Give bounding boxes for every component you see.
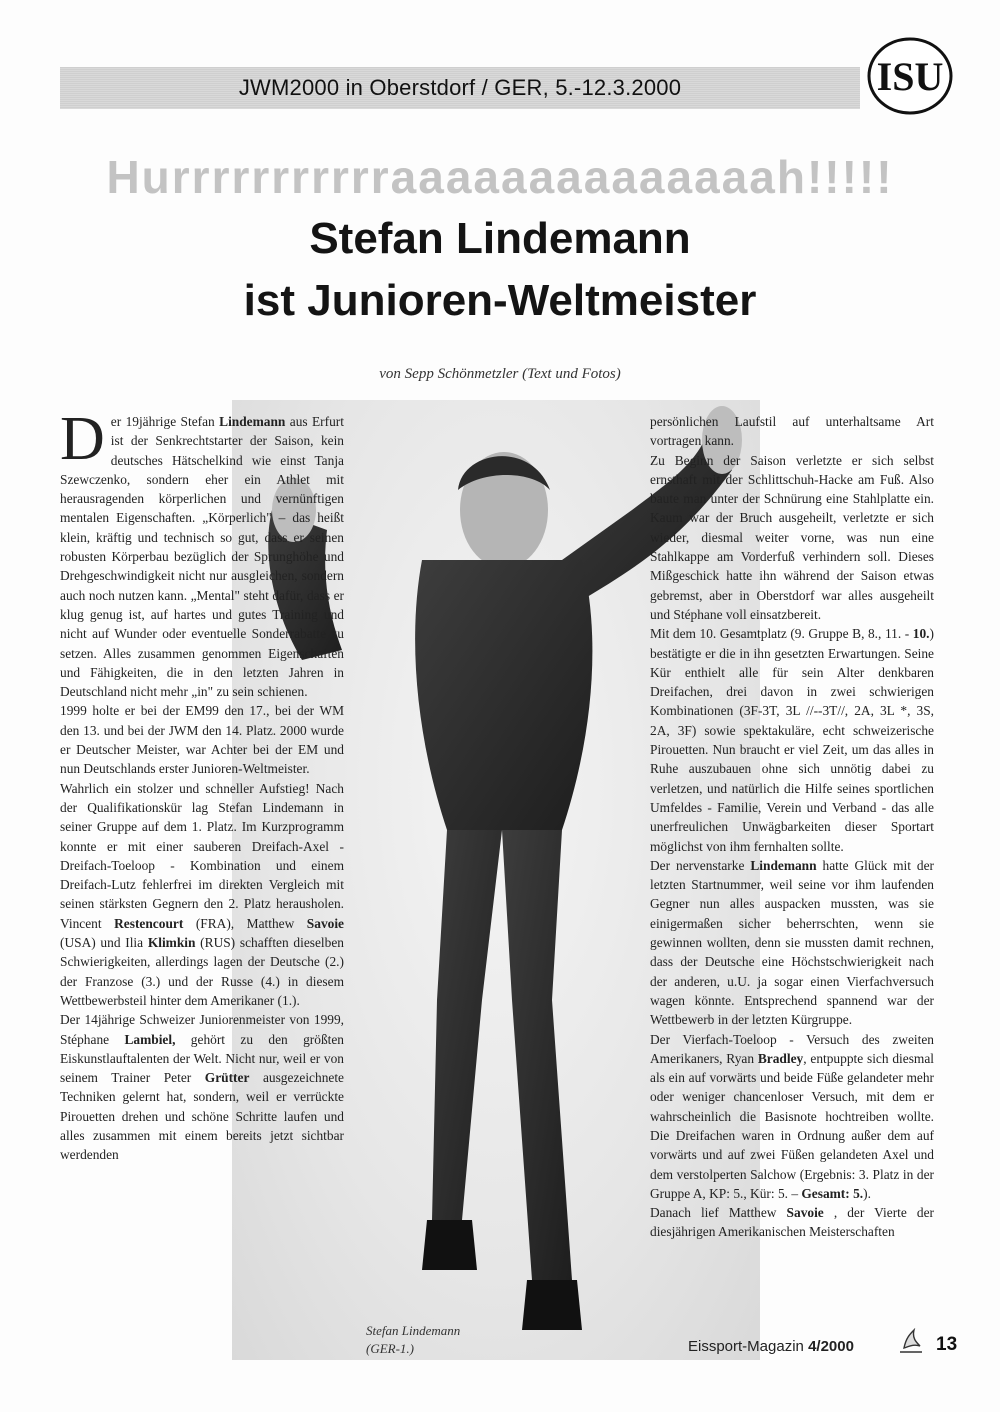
- article-column-left: Der 19jährige Stefan Lindemann aus Erfurt ist der Senkrechtstarter der Saison, kein deutsches Hätschelkind wie einst Tanja Szewczenko, sondern eher ein Athlet mit herausragenden körperlichen und vernünftigen mentalen Eigenschaften. „Körperlich" – das heißt klein, kräftig und technisch so gut, dass er seinen robusten Körperbau bezüglich der Sprunghöhe und Drehgeschwindigkeit nicht nur ausgleichen, sondern auch noch nutzen kann. „Mental" steht dafür, dass er klug genug ist, auf hartes und gutes Training und nicht auf Wunder oder eventuelle Sonderrabatte zu setzen. Alles zusammen genommen Eigenschaften und Fähigkeiten, die in den letzten Jahren in Deutschland nicht mehr „in" zu sein schienen. 1999 holte er bei der EM99 den 17., bei der WM den 13. und bei der JWM den 14. Platz. 2000 wurde er Deutscher Meister, war Achter bei der EM und nun Deutschlands erster Junioren-Weltmeister. Wahrlich ein stolzer und schneller Aufstieg! Nach der Qualifikationskür lag Stefan Lindemann in seiner Gruppe auf dem 1. Platz. Im Kurzprogramm konnte er mit einer sauberen Dreifach-Axel - Dreifach-Toeloop - Kombination und einem Dreifach-Lutz fehlerfrei im direkten Vergleich mit seinen stärksten Gegnern den 2. Platz herausholen. Vincent Restencourt (FRA), Matthew Savoie (USA) und Ilia Klimkin (RUS) schafften dieselben Schwierigkeiten, allerdings lagen der Deutsche (2.) der Franzose (3.) und der Russe (4.) in diesem Wettbewerbsteil hinter dem Amerikaner (1.). Der 14jährige Schweizer Juniorenmeister von 1999, Stéphane Lambiel, gehört zu den größten Eiskunstlauftalenten der Welt. Nicht nur, weil er von seinem Trainer Peter Grütter ausgezeichnete Techniken gelernt hat, sondern, weil er verrückte Pirouetten drehen und schöne Schritte laufen und alles zusammen mit einem bereits jetzt sichtbar werdenden: [60, 405, 345, 1163]
- header-bar: [60, 67, 860, 109]
- kicker-headline: Hurrrrrrrrrrraaaaaaaaaaaaaah!!!!!: [106, 151, 894, 203]
- skater-logo-icon: [896, 1328, 926, 1356]
- caption-line-1: Stefan Lindemann: [366, 1323, 461, 1338]
- issue-number: 4/2000: [808, 1338, 854, 1355]
- article-column-right: persönlichen Laufstil auf unterhaltsame Art vortragen kann. Zu Beginn der Saison verletzte er sich selbst ernsthaft mit der Schlittschuh-Hacke am Fuß. Also baute man unter der Schnürung eine Stahlplatte ein. Kaum war der Bruch ausgeheilt, verletzte er sich wieder, diesmal weiter vorne, was nun eine Stahlkappe am Vorderfuß verhindern soll. Dieses Mißgeschick hatte ihn während der Saison etwas gebremst, aber in Oberstdorf war alles ausgeheilt und Stéphane voll einsatzbereit. Mit dem 10. Gesamtplatz (9. Gruppe B, 8., 11. - 10.) bestätigte er die in ihn gesetzten Erwartungen. Seine Kür enthielt alle für sein Alter denkbaren Dreifachen, drei davon in zwei schwierigen Kombinationen (3F-3T, 3L //--3T//, 2A, 3L *, 3S, 2A, 3F) sowie spektakuläre, echt schweizerische Pirouetten. Nun braucht er viel Zeit, um das alles in Ruhe auszubauen ohne sich unnötig dabei zu verletzen, und natürlich die Hilfe seines sportlichen Umfeldes - Familie, Verein und Verband - das alle unerfreulichen Unwägbarkeiten dieser Sportart möglichst von ihm fernhalten sollte. Der nervenstarke Lindemann hatte Glück mit der letzten Startnummer, weil seine vor ihm laufenden Gegner nun alles auspacken mussten, was sie einigermaßen sicher beherrschten, wenn sie gewinnen wollten, denn sie mussten damit rechnen, dass der Deutsche eine Höchstschwierigkeit nach der anderen, u.U. ja sogar einen Vierfachversuch wagen könnte. Entsprechend spannend war der Wettbewerb in der letzten Kürgruppe. Der Vierfach-Toeloop - Versuch des zweiten Amerikaners, Ryan Bradley, entpuppte sich diesmal als ein auf vorwärts und beide Füße gelandeter mehr oder weniger chancenloser Versuch, mit dem er wahrscheinlich die Basisnote hochtreiben wollte. Die Dreifachen waren in Ordnung außer dem auf vorwärts und auf zwei Füßen gelandeten Axel und dem verstolperten Salchow (Ergebnis: 3. Platz in der Gruppe A, KP: 5., Kür: 5. – Gesamt: 5.). Danach lief Matthew Savoie , der Vierte der diesjährigen Amerikanischen Meisterschaften: [650, 414, 934, 1240]
- page-number: 13: [936, 1334, 958, 1355]
- event-header: JWM2000 in Oberstdorf / GER, 5.-12.3.2000: [238, 75, 682, 100]
- logo-text: ISU: [876, 54, 944, 99]
- caption-line-2: (GER-1.): [366, 1341, 415, 1356]
- byline: von Sepp Schönmetzler (Text und Fotos): [379, 366, 621, 382]
- headline-line-1: Stefan Lindemann: [309, 214, 691, 263]
- headline-line-2: ist Junioren-Weltmeister: [243, 276, 757, 325]
- photo-caption: [366, 1322, 506, 1358]
- footer-magazine: [688, 1338, 854, 1355]
- magazine-name: Eissport-Magazin: [688, 1338, 804, 1355]
- isu-logo: [866, 36, 954, 116]
